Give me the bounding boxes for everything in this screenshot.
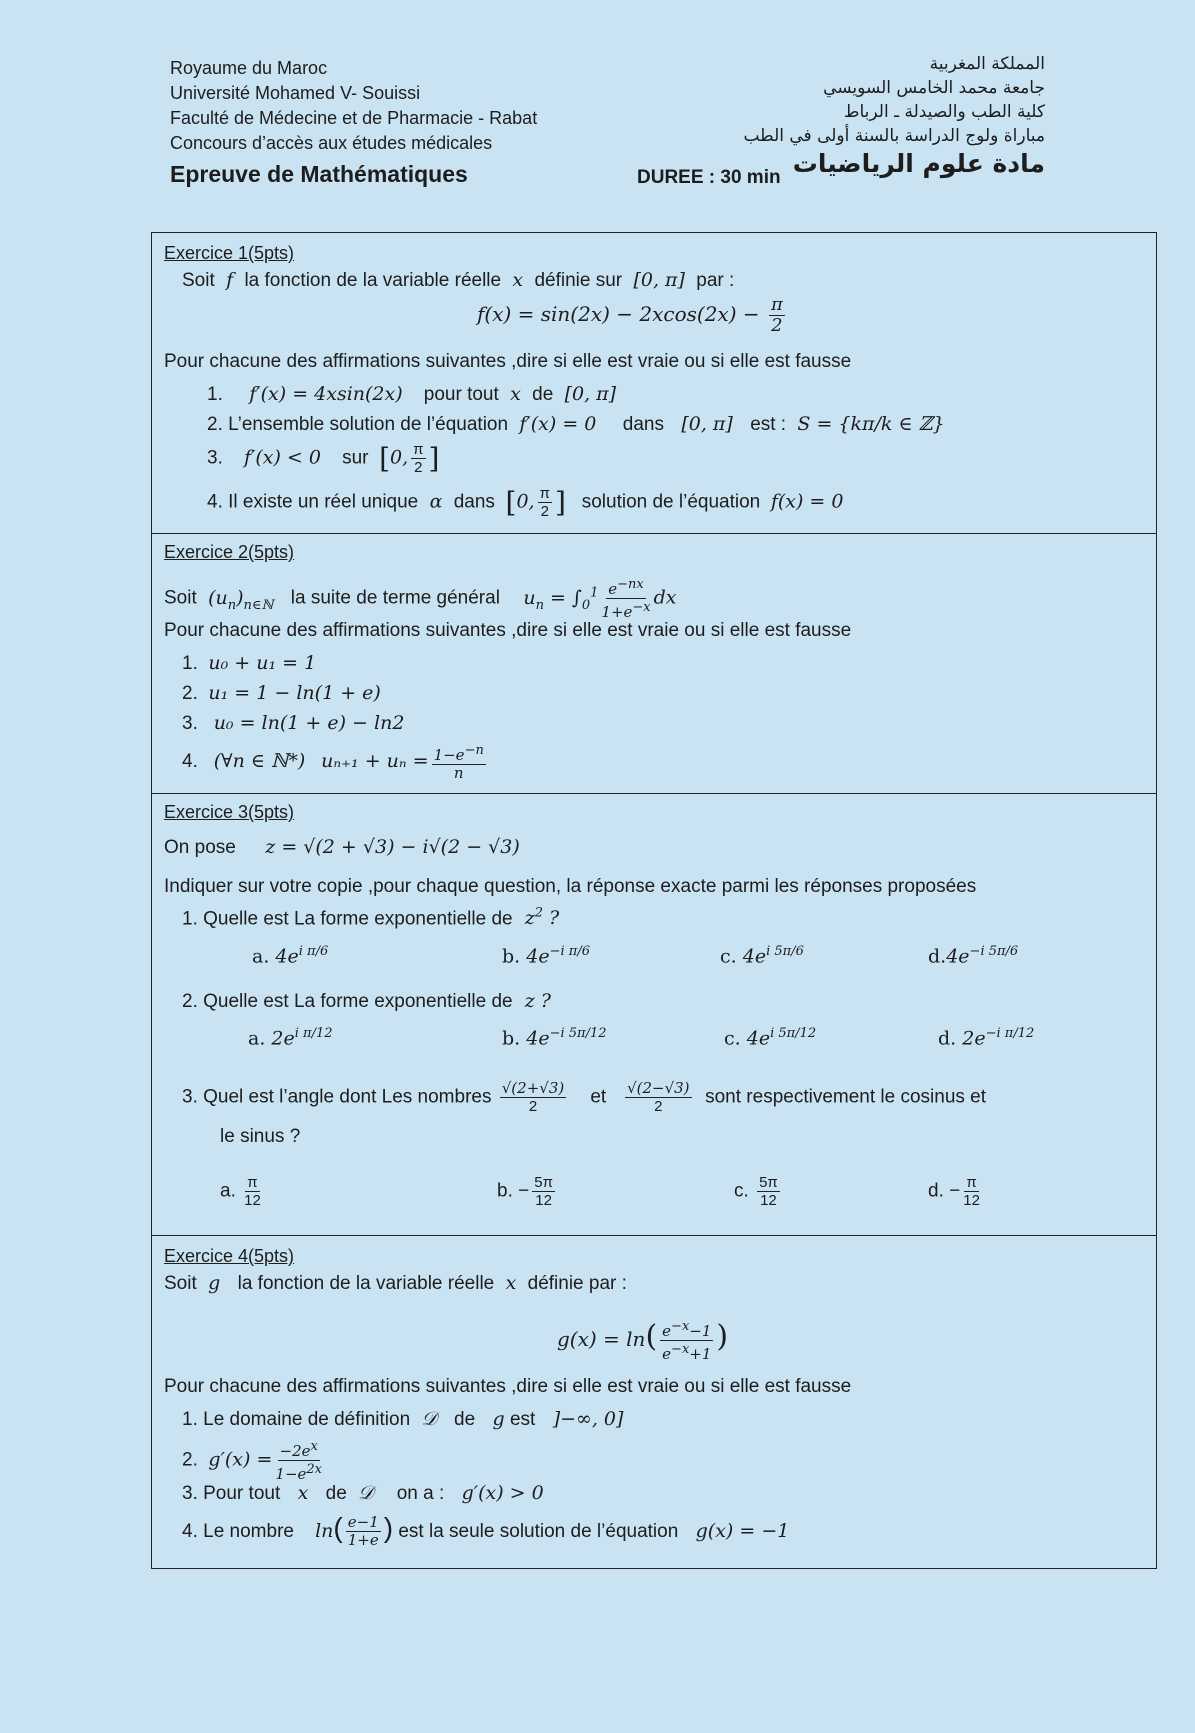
- ex4-statement-1: 1. Le domaine de définition 𝒟 de g est ]−∞, 0]: [182, 1408, 624, 1430]
- header-right-arabic: [743, 52, 1045, 176]
- ex3-q2-choice-d: d. $2e^{-i \pi/12}$: [938, 1026, 1035, 1050]
- ex2-statement-1: 1. u₀ + u₁ = 1: [182, 652, 317, 674]
- ex3-question-3: 3. Quel est l’angle dont Les nombres $\frac{√(2+√3)}{2}$ et $\frac{√(2-√3)}{2}$ sont respectivement le cosinus et: [182, 1079, 987, 1115]
- exercise-4: [152, 1235, 1156, 1568]
- ex3-q2-choice-a: a. $2e^{i \pi/12}$: [248, 1026, 333, 1050]
- ex3-q3-choice-c: c. $\frac{5\pi}{12}$: [734, 1174, 778, 1209]
- ex3-q3-choice-a: a. $\frac{\pi}{12}$: [220, 1174, 261, 1209]
- ex3-instruction: Indiquer sur votre copie ,pour chaque question, la réponse exacte parmi les réponses proposées: [164, 876, 977, 897]
- ex1-intro: Soit f la fonction de la variable réelle x définie sur [0, π] par :: [182, 269, 735, 291]
- exam-frame: [151, 232, 1157, 1569]
- ex3-q1-choice-d: $d.4e^{-i 5\pi/6}$: [928, 944, 1019, 968]
- exercise-1-title: Exercice 1(5pts): [164, 243, 295, 263]
- header-ar-line-3: كلية الطب والصيدلة ـ الرباط: [843, 102, 1045, 122]
- ex2-intro: Soit $(u_n)_{n\in ℕ}$ la suite de terme général $u_n = \int_0^1$ $\frac{e^{-nx}}{1+e^{-x}}$ dx: [164, 577, 677, 621]
- ex3-question-2: 2. Quelle est La forme exponentielle de z ?: [182, 990, 551, 1012]
- header-ar-line-2: جامعة محمد الخامس السويسي: [823, 78, 1045, 98]
- ex3-q1-choice-a: a. $4e^{i \pi/6}$: [252, 944, 329, 968]
- ex4-intro: Soit g la fonction de la variable réelle x définie par :: [164, 1272, 627, 1294]
- ex3-q1-choice-c: c. $4e^{i 5\pi/6}$: [720, 944, 804, 968]
- header-ar-line-4: مباراة ولوج الدراسة بالسنة أولى في الطب: [743, 126, 1045, 146]
- ex4-function-definition: g(x) = ln( $\frac{e^{-x}-1}{e^{-x}+1}$ ): [557, 1319, 729, 1363]
- ex2-instruction: Pour chacune des affirmations suivantes ,dire si elle est vraie ou si elle est fausse: [164, 620, 852, 641]
- ex1-statement-4: 4. Il existe un réel unique α dans [0, $\frac{\pi}{2}$ ] solution de l’équation f(x) = 0: [207, 485, 844, 520]
- ex4-statement-4: 4. Le nombre ln( $\frac{e-1}{1+e}$ ) est la seule solution de l’équation g(x) = −1: [182, 1512, 790, 1550]
- ex3-q2-choice-b: b. $4e^{-i 5\pi/12}$: [502, 1026, 607, 1050]
- ex1-statement-3: 3. f′(x) < 0 sur [0, $\frac{\pi}{2}$ ]: [207, 441, 440, 476]
- ex2-statement-2: 2. u₁ = 1 − ln(1 + e): [182, 682, 381, 704]
- ex3-intro: On pose z = √(2 + √3) − i√(2 − √3): [164, 836, 520, 858]
- exercise-3: [152, 793, 1156, 1235]
- ex4-instruction: Pour chacune des affirmations suivantes ,dire si elle est vraie ou si elle est fausse: [164, 1376, 852, 1397]
- ex3-q3-choice-b: b. − $\frac{5\pi}{12}$: [497, 1174, 553, 1209]
- header-line-2: Université Mohamed V- Souissi: [170, 83, 421, 103]
- ex3-question-3-cont: le sinus ?: [220, 1126, 301, 1147]
- exercise-4-title: Exercice 4(5pts): [164, 1246, 295, 1266]
- header-line-1: Royaume du Maroc: [170, 58, 328, 78]
- exam-duration: DUREE : 30 min: [637, 167, 781, 188]
- ex3-q3-choice-d: d. − $\frac{\pi}{12}$: [928, 1174, 980, 1209]
- ex1-statement-2: 2. L’ensemble solution de l’équation f′(x) = 0 dans [0, π] est : S = {kπ/k ∈ ℤ}: [207, 413, 945, 435]
- exam-title: Epreuve de Mathématiques: [170, 161, 468, 187]
- ex4-statement-2: 2. g′(x) = $\frac{-2e^x}{1-e^{2x}}$: [182, 1439, 323, 1483]
- ex1-statement-1: 1. f′(x) = 4xsin(2x) pour tout x de [0, π]: [207, 383, 617, 405]
- ex1-function-definition: f(x) = sin(2x) − 2xcos(2x) − $\frac{\pi}{2}$: [477, 294, 783, 336]
- header-line-4: Concours d’accès aux études médicales: [170, 133, 493, 153]
- header-ar-line-1: المملكة المغربية: [929, 54, 1045, 74]
- ex2-statement-4: 4. (∀n ∈ ℕ*) uₙ₊₁ + uₙ = $\frac{1-e^{-n}}{n}$: [182, 743, 484, 782]
- ex4-statement-3: 3. Pour tout x de 𝒟 on a : g′(x) > 0: [182, 1482, 544, 1504]
- ex2-statement-3: 3. u₀ = ln(1 + e) − ln2: [182, 712, 405, 734]
- header-left: [170, 56, 537, 187]
- exercise-3-title: Exercice 3(5pts): [164, 802, 295, 822]
- ex3-q1-choice-b: b. $4e^{-i \pi/6}$: [502, 944, 590, 968]
- exercise-2-title: Exercice 2(5pts): [164, 542, 295, 562]
- exercise-1: [152, 233, 1156, 533]
- header-line-3: Faculté de Médecine et de Pharmacie - Rabat: [170, 108, 538, 128]
- ex1-instruction: Pour chacune des affirmations suivantes ,dire si elle est vraie ou si elle est fausse: [164, 351, 852, 372]
- ex3-question-1: 1. Quelle est La forme exponentielle de $z^2$ ?: [182, 906, 560, 930]
- exam-title-arabic: مادة علوم الرياضيات: [792, 149, 1045, 178]
- exercise-2: [152, 533, 1156, 793]
- ex3-q2-choice-c: c. $4e^{i 5\pi/12}$: [724, 1026, 817, 1050]
